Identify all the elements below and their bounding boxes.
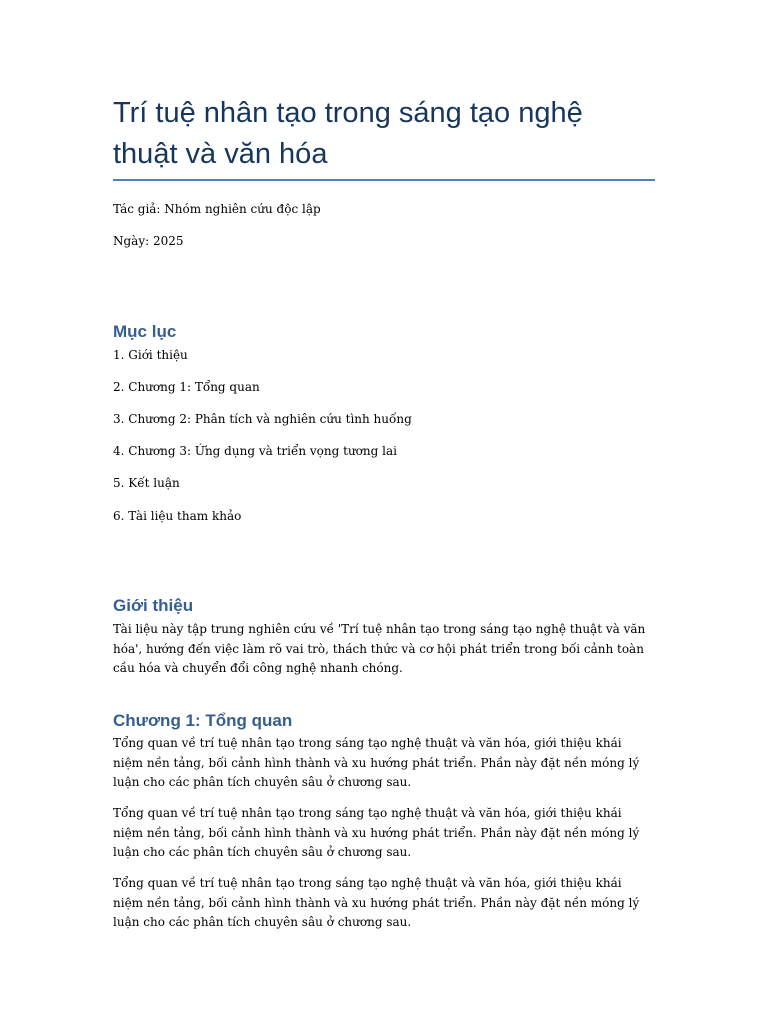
title-underline [113, 179, 655, 181]
toc-item-conclusion: 5. Kết luận [113, 476, 180, 490]
chapter-1-paragraph: Tổng quan về trí tuệ nhân tạo trong sáng tạo nghệ thuật và văn hóa, giới thiệu khái niệm nền tảng, bối cảnh hình thành và xu hướng phát triển. Phần này đặt nền móng lý luận cho các phân tích chuyên sâu ở chương sau. [113, 736, 640, 789]
toc-heading: Mục lục [113, 322, 177, 341]
intro-paragraph: Tài liệu này tập trung nghiên cứu về 'Trí tuệ nhân tạo trong sáng tạo nghệ thuật và văn hóa', hướng đến việc làm rõ vai trò, thách thức và cơ hội phát triển trong bối cảnh toàn cầu hóa và chuyển đổi công nghệ nhanh chóng. [113, 622, 646, 675]
toc-item-chapter-1: 2. Chương 1: Tổng quan [113, 380, 260, 394]
date-line: Ngày: 2025 [113, 234, 184, 248]
toc-item-introduction: 1. Giới thiệu [113, 348, 188, 362]
toc-item-references: 6. Tài liệu tham khảo [113, 509, 242, 523]
author-line: Tác giả: Nhóm nghiên cứu độc lập [113, 202, 321, 216]
toc-item-chapter-2: 3. Chương 2: Phân tích và nghiên cứu tình huống [113, 412, 412, 426]
chapter-1-paragraph: Tổng quan về trí tuệ nhân tạo trong sáng tạo nghệ thuật và văn hóa, giới thiệu khái niệm nền tảng, bối cảnh hình thành và xu hướng phát triển. Phần này đặt nền móng lý luận cho các phân tích chuyên sâu ở chương sau. [113, 876, 640, 929]
document-title: Trí tuệ nhân tạo trong sáng tạo nghệ thuật và văn hóa [113, 97, 583, 170]
chapter-1-heading: Chương 1: Tổng quan [113, 711, 293, 730]
intro-heading: Giới thiệu [113, 596, 194, 615]
chapter-1-paragraph: Tổng quan về trí tuệ nhân tạo trong sáng tạo nghệ thuật và văn hóa, giới thiệu khái niệm nền tảng, bối cảnh hình thành và xu hướng phát triển. Phần này đặt nền móng lý luận cho các phân tích chuyên sâu ở chương sau. [113, 806, 640, 859]
toc-item-chapter-3: 4. Chương 3: Ứng dụng và triển vọng tương lai [113, 444, 397, 458]
